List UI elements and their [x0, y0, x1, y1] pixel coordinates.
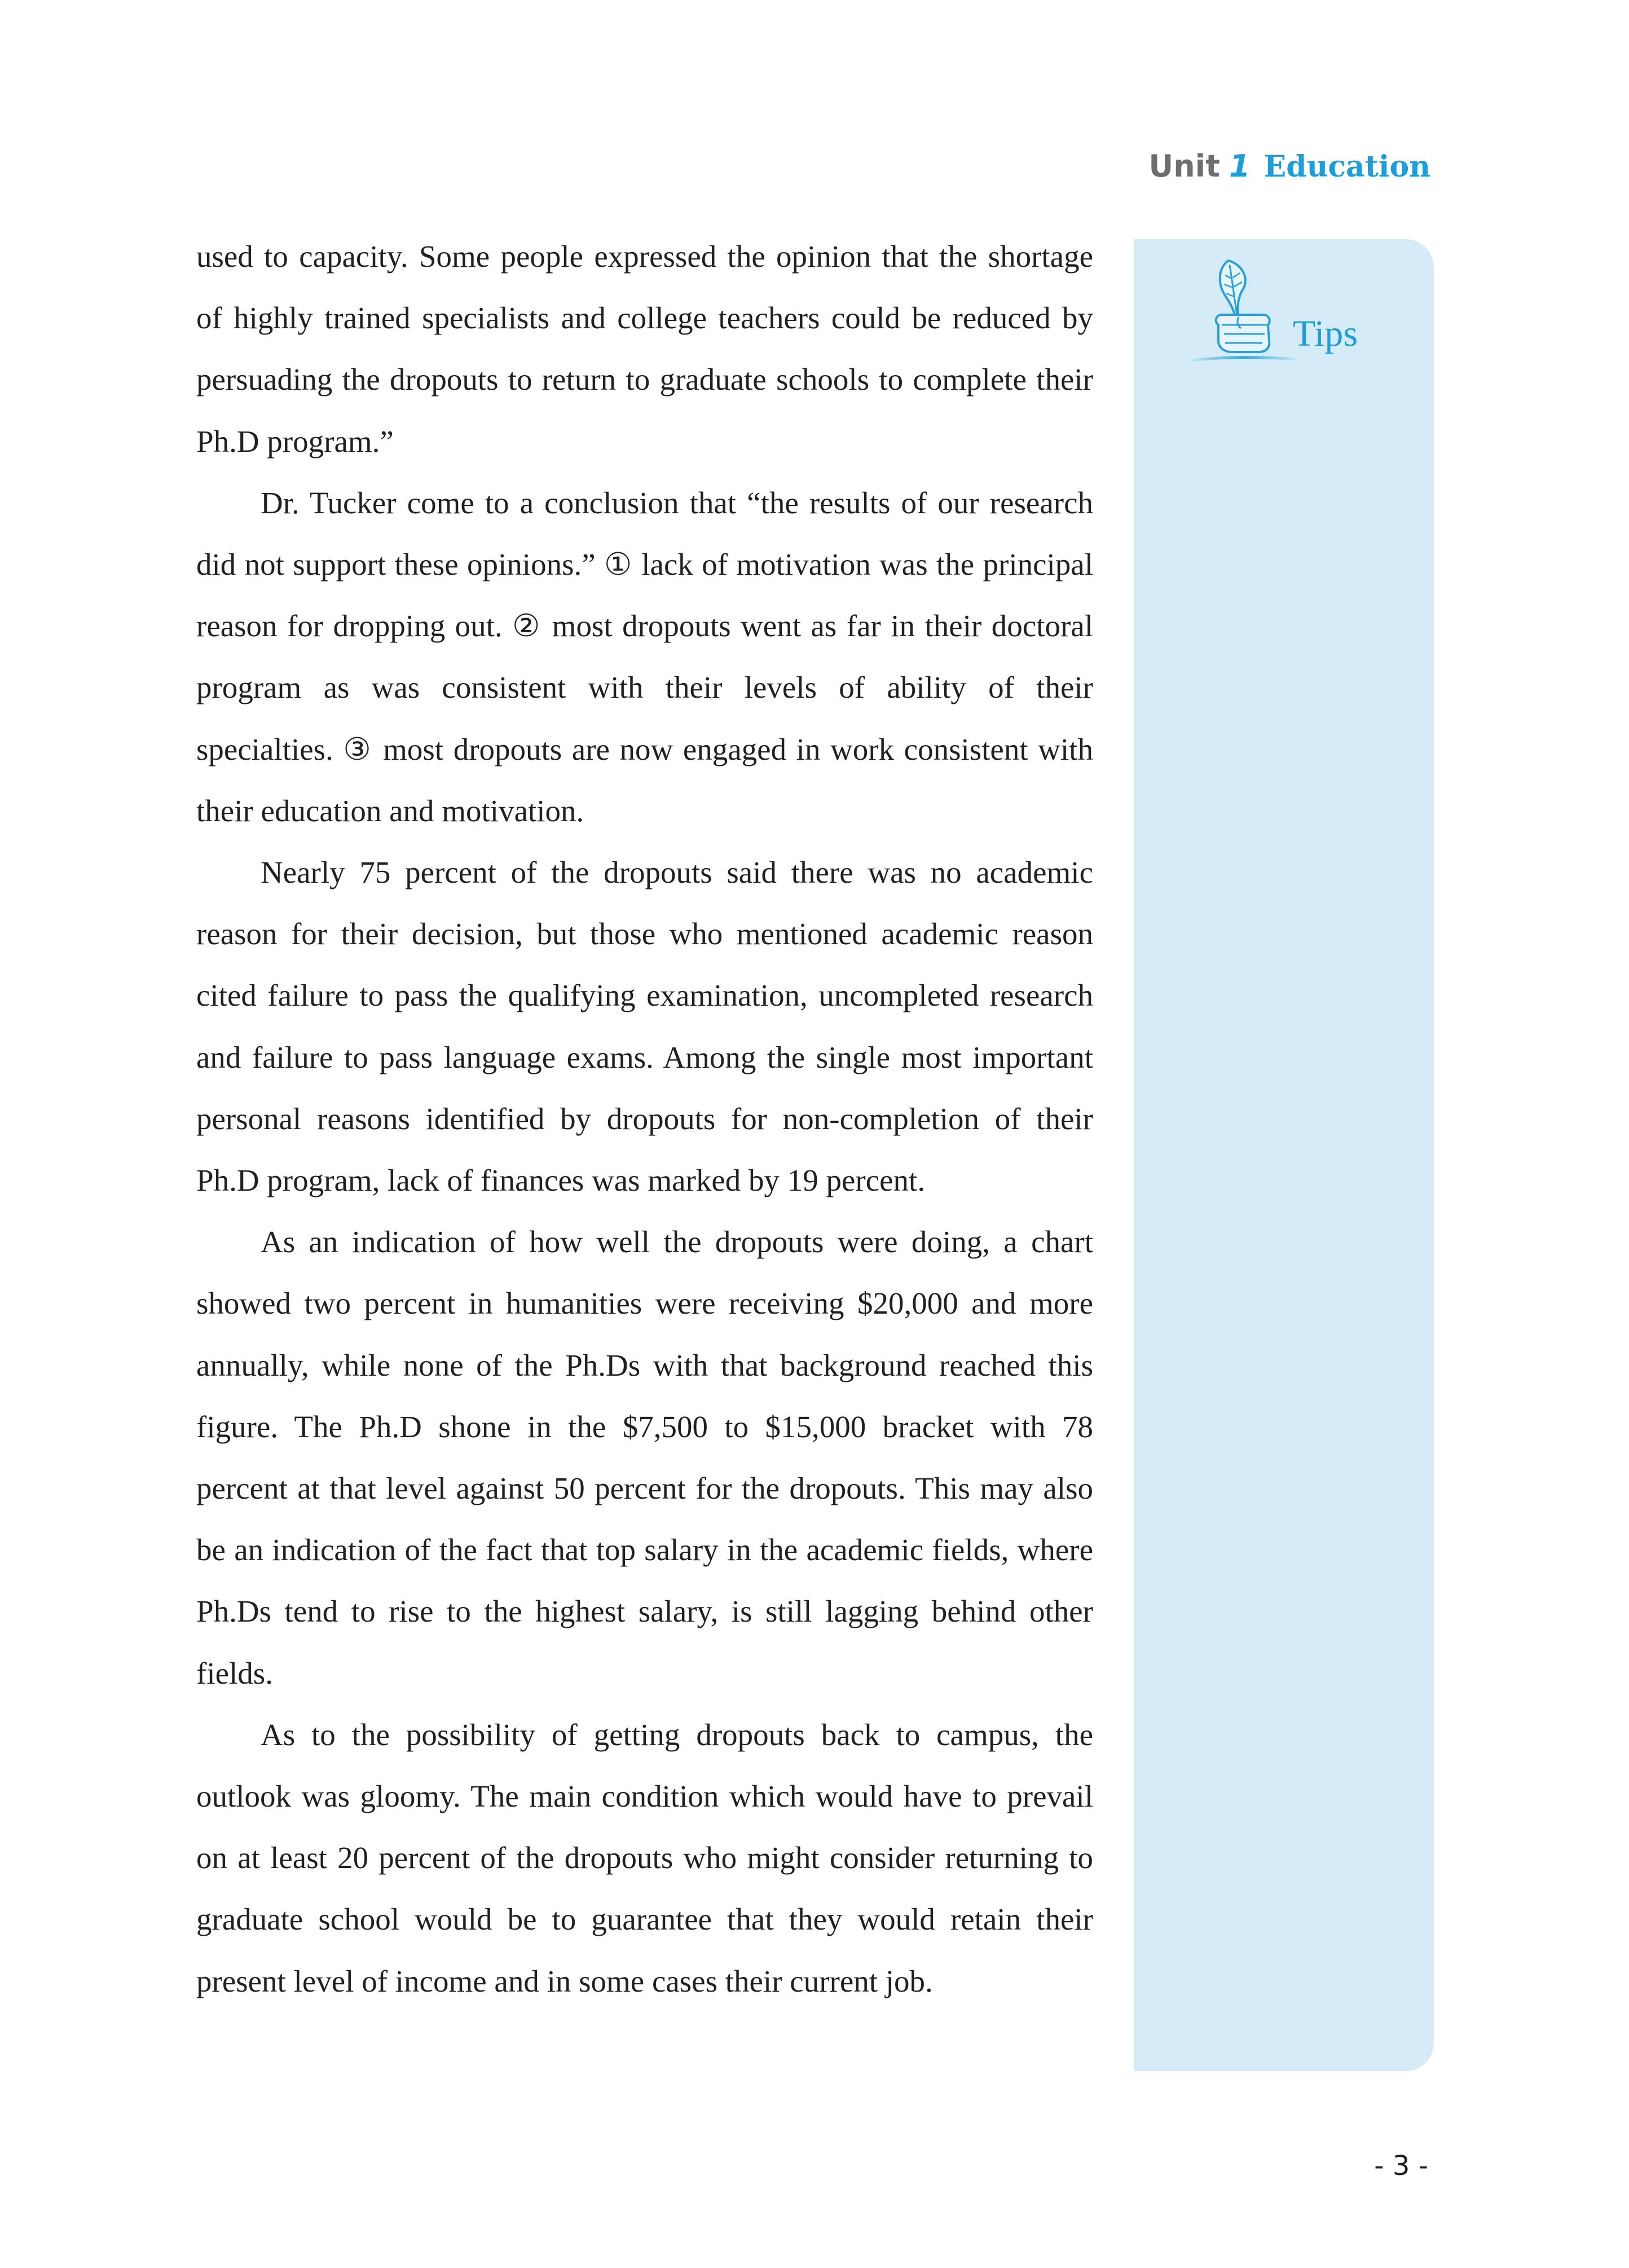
paragraph: Nearly 75 percent of the dropouts said there was no academic reason for their decision, but those who mentioned academic reason cited failure to pass the qualifying examination, uncompleted research and failure to pass language exams. Among the single most important personal reasons identified by dropouts for non-completion of their Ph.D program, lack of finances was marked by 19 percent.: [196, 855, 1093, 1198]
body-text: [196, 226, 1093, 2012]
paragraph: used to capacity. Some people expressed the opinion that the shortage of highly trained specialists and college teachers could be reduced by persuading the dropouts to return to graduate schools to complete their Ph.D program.”: [196, 239, 1093, 459]
page-number: - 3 -: [1374, 2150, 1428, 2182]
unit-label: Unit: [1148, 148, 1220, 184]
tips-sidebar: [1134, 239, 1434, 2071]
paragraph: Dr. Tucker come to a conclusion that “the results of our research did not support these opinions.” ① lack of motivation was the principal reason for dropping out. ② most dropouts went as far in their doctoral program as was consistent with their levels of ability of their specialties. ③ most dropouts are now engaged in work consistent with their education and motivation.: [196, 485, 1093, 828]
tips-label: Tips: [1293, 313, 1358, 354]
tips-heading: [1185, 256, 1365, 369]
unit-number: 1: [1229, 148, 1251, 184]
paragraph: As to the possibility of getting dropouts back to campus, the outlook was gloomy. The main condition which would have to prevail on at least 20 percent of the dropouts who might consider returning to graduate school would be to guarantee that they would retain their present level of income and in some cases their current job.: [196, 1717, 1093, 1998]
unit-title: Education: [1263, 149, 1430, 184]
paragraph: As an indication of how well the dropouts were doing, a chart showed two percent in humanities were receiving $20,000 and more annually, while none of the Ph.Ds with that background reached this figure. The Ph.D shone in the $7,500 to $15,000 bracket with 78 percent at that level against 50 percent for the dropouts. This may also be an indication of the fact that top salary in the academic fields, where Ph.Ds tend to rise to the highest salary, is still lagging behind other fields.: [196, 1225, 1093, 1690]
quill-scroll-icon: [1185, 256, 1303, 369]
running-header: [1148, 144, 1430, 190]
